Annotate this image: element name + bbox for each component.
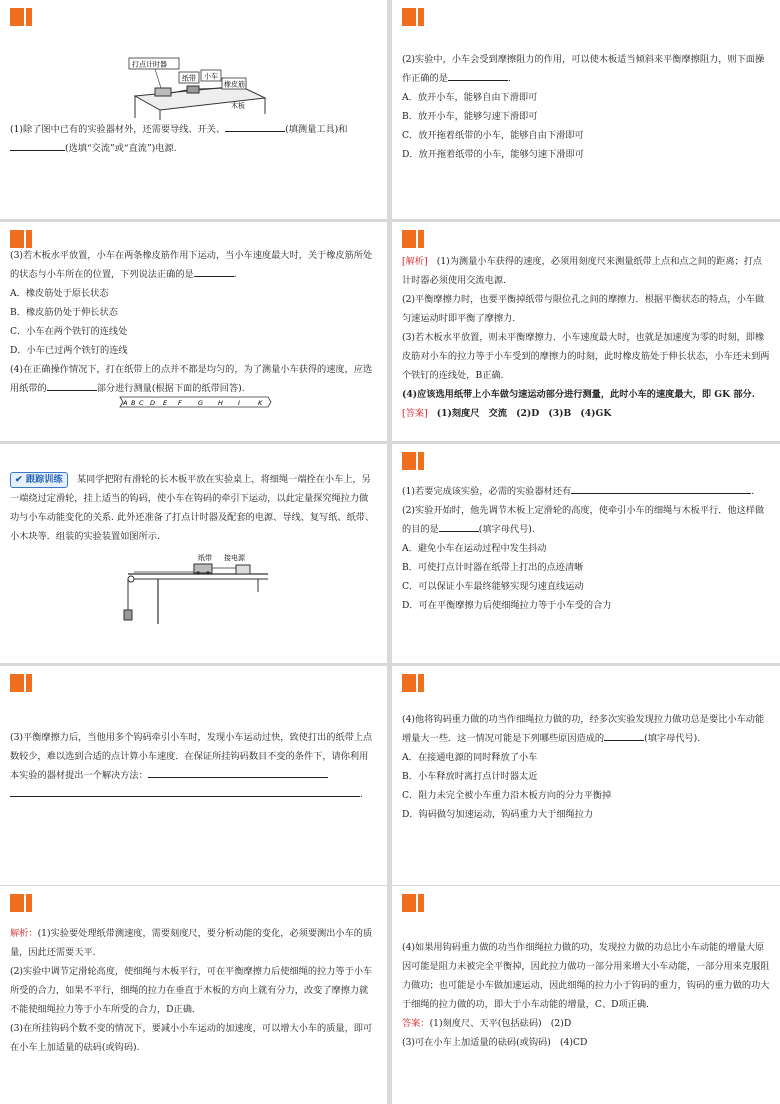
label-power: 接电源 [224,554,245,562]
slide-2 [392,0,780,219]
option-a: A．在接通电源的同时释放了小车 [402,752,538,763]
option-c: C．阻力未完全被小车重力沿木板方向的分力平衡掉 [402,790,612,801]
slide-marker-icon [402,452,424,470]
label-board: 木板 [231,102,245,110]
svg-text:C: C [139,399,144,407]
slide-marker-icon [10,674,32,692]
slide-9 [0,886,387,1104]
rubber-band-apparatus-diagram [125,56,280,122]
slide-4 [392,222,780,441]
follow-up-problem: ✔ 跟踪训练 某同学把附有滑轮的长木板平放在实验桌上，将细绳一端拴在小车上，另一端绕过定滑轮，挂上适当的钩码，使小车在钩码的牵引下运动，以此定量探究绳拉力做功与小车动能变化的关系. 此外还准备了打点计时器及配套的电源、导线、复写纸、纸带、小木块等．组装的实验装置如图所示. [10,474,375,542]
slide-marker-icon [402,8,424,26]
label-tape: 纸带 [182,74,196,83]
slide-marker-icon [10,894,32,912]
option-c: C．放开拖着纸带的小车，能够自由下滑即可 [402,130,584,141]
answer-tag: 答案： [402,1018,430,1029]
slide-6 [392,444,780,663]
analysis-2: 解析：(1)实验要处理纸带测速度，需要刻度尺，要分析动能的变化，必须要测出小车的质量，因此还需要天平. (2)实验中调节定滑轮高度，使细绳与木板平行，可在平衡摩擦力后使细绳的拉力等于小车所受的合力，如果不平行，细绳的拉力在垂直于木板的方向上就有分力，改变了摩擦力就不能使细绳拉力等于小车所受的合力，D正确. (3)在所挂钩码个数不变的情况下，要减小小车运动的加速度，可以增大小车的质量，即可在小车上加适量的砝码(或钩码). [10,928,373,1053]
svg-text:K: K [258,399,263,407]
option-a: A．橡皮筋处于原长状态 [10,288,109,299]
question-2: (2)实验中，小车会受到摩擦阻力的作用，可以使木板适当倾斜来平衡摩擦阻力，则下面操作正确的是 . A．放开小车，能够自由下滑即可 B．放开小车，能够匀速下滑即可 C．放开拖着纸带的小车，能够自由下滑即可 D．放开拖着纸带的小车，能够匀速下滑即可 [402,50,770,164]
slide-marker-icon [10,8,32,26]
option-b: B．可使打点计时器在纸带上打出的点迹清晰 [402,562,584,573]
label-rubber: 橡皮筋 [224,80,245,89]
slide-5 [0,444,387,663]
slide-1 [0,0,387,219]
label-tape: 纸带 [198,554,212,562]
svg-text:D: D [150,399,156,407]
svg-text:F: F [178,399,182,407]
option-d: D．放开拖着纸带的小车，能够匀速下滑即可 [402,149,584,160]
answer-tag: [答案] [402,408,428,419]
option-a: A．避免小车在运动过程中发生抖动 [402,543,547,554]
analysis-3: (4)如果用钩码重力做的功当作细绳拉力做的功，发现拉力做的功总比小车动能的增量大原因可能是阻力未被完全平衡掉，因此拉力做功一部分用来增大小车动能，一部分用来克服阻力做功；也可能是小车做加速运动，因此细绳的拉力小于钩码的重力，钩码的重力做的功大于细绳的拉力做的功，即大于小车动能的增量，C、D项正确. 答案：(1)刻度尺、天平(包括砝码) (2)D (3)可在小车上加适量的砝码(或钩码) (4)CD [402,942,770,1048]
question-1-2: (1)若要完成该实验，必需的实验器材还有 . (2)实验开始时，他先调节木板上定滑轮的高度，使牵引小车的细绳与木板平行．他这样做的目的是 (填字母代号). A．避免小车在运动过程中发生抖动 B．可使打点计时器在纸带上打出的点迹清晰 C．可以保证小车最终能够实现匀速直线运动 D．可在平衡摩擦力后使细绳拉力等于小车受的合力 [402,482,770,615]
paper-tape-diagram [118,395,273,409]
option-b: B．小车释放时离打点计时器太近 [402,771,538,782]
option-d: D．可在平衡摩擦力后使细绳拉力等于小车受的合力 [402,600,612,611]
question-3-4: (3)若木板水平放置，小车在两条橡皮筋作用下运动，当小车速度最大时，关于橡皮筋所处的状态与小车所在的位置，下列说法正确的是 . A．橡皮筋处于原长状态 B．橡皮筋仍处于伸长状态 C．小车在两个铁钉的连线处 D．小车已过两个铁钉的连线 (4)在正确操作情况下，打在纸带上的点并不都是均匀的，为了测量小车获得的速度，应选用纸带的 部分进行测量(根据下面的纸带回答). [10,246,377,398]
option-c: C．可以保证小车最终能够实现匀速直线运动 [402,581,584,592]
analysis-tag: 解析： [10,928,38,939]
slide-marker-icon [402,230,424,248]
analysis-tag: [解析] [402,256,428,267]
analysis-1: [解析] (1)为测量小车获得的速度，必须用刻度尺来测量纸带上点和点之间的距离；打点计时器必须使用交流电源. (2)平衡摩擦力时，也要平衡掉纸带与限位孔之间的摩擦力．根据平衡状态的特点，小车做匀速运动时即平衡了摩擦力. (3)若木板水平放置，则未平衡摩擦力．小车速度最大时，也就是加速度为零的时刻，即橡皮筋对小车的拉力等于小车受到的摩擦力的时刻，此时橡皮筋处于伸长状态，小车还未到两个铁钉的连线处，B正确. (4)应该选用纸带上小车做匀速运动部分进行测量，此时小车的速度最大，即 GK 部分. [答案] (1)刻度尺 交流 (2)D (3)B (4)GK [402,256,770,419]
pulley-apparatus-diagram [118,552,278,628]
option-a: A．放开小车，能够自由下滑即可 [402,92,538,103]
svg-text:H: H [218,399,223,407]
option-d: D．小车已过两个铁钉的连线 [10,345,128,356]
option-b: B．橡皮筋仍处于伸长状态 [10,307,118,318]
option-b: B．放开小车，能够匀速下滑即可 [402,111,538,122]
slide-marker-icon [402,674,424,692]
follow-up-badge: ✔ 跟踪训练 [10,472,68,488]
question-1: (1)除了图中已有的实验器材外，还需要导线、开关、 (填测量工具)和 (选填“交流”或“直流”)电源. [10,120,377,158]
slide-3 [0,222,387,441]
label-timer: 打点计时器 [132,60,167,69]
svg-text:B: B [131,399,136,407]
option-d: D．钩码做匀加速运动，钩码重力大于细绳拉力 [402,809,594,820]
slide-7 [0,666,387,885]
svg-text:A: A [123,399,128,407]
slide-10 [392,886,780,1104]
svg-text:I: I [238,399,240,407]
check-icon: ✔ [15,474,23,485]
svg-text:E: E [163,399,168,407]
slide-marker-icon [402,894,424,912]
option-c: C．小车在两个铁钉的连线处 [10,326,128,337]
question-4: (4)他将钩码重力做的功当作细绳拉力做的功，经多次实验发现拉力做功总是要比小车动能增量大一些．这一情况可能是下列哪些原因造成的 (填字母代号). A．在接通电源的同时释放了小车 B．小车释放时离打点计时器太近 C．阻力未完全被小车重力沿木板方向的分力平衡掉 D．钩码做匀加速运动，钩码重力大于细绳拉力 [402,710,770,824]
label-cart: 小车 [204,72,218,81]
slide-8 [392,666,780,885]
svg-text:G: G [198,399,204,407]
question-3: (3)平衡摩擦力后，当他用多个钩码牵引小车时，发现小车运动过快，致使打出的纸带上点数较少，难以选到合适的点计算小车速度．在保证所挂钩码数目不变的条件下，请你利用本实验的器材提出一个解决方法： . [10,732,373,800]
